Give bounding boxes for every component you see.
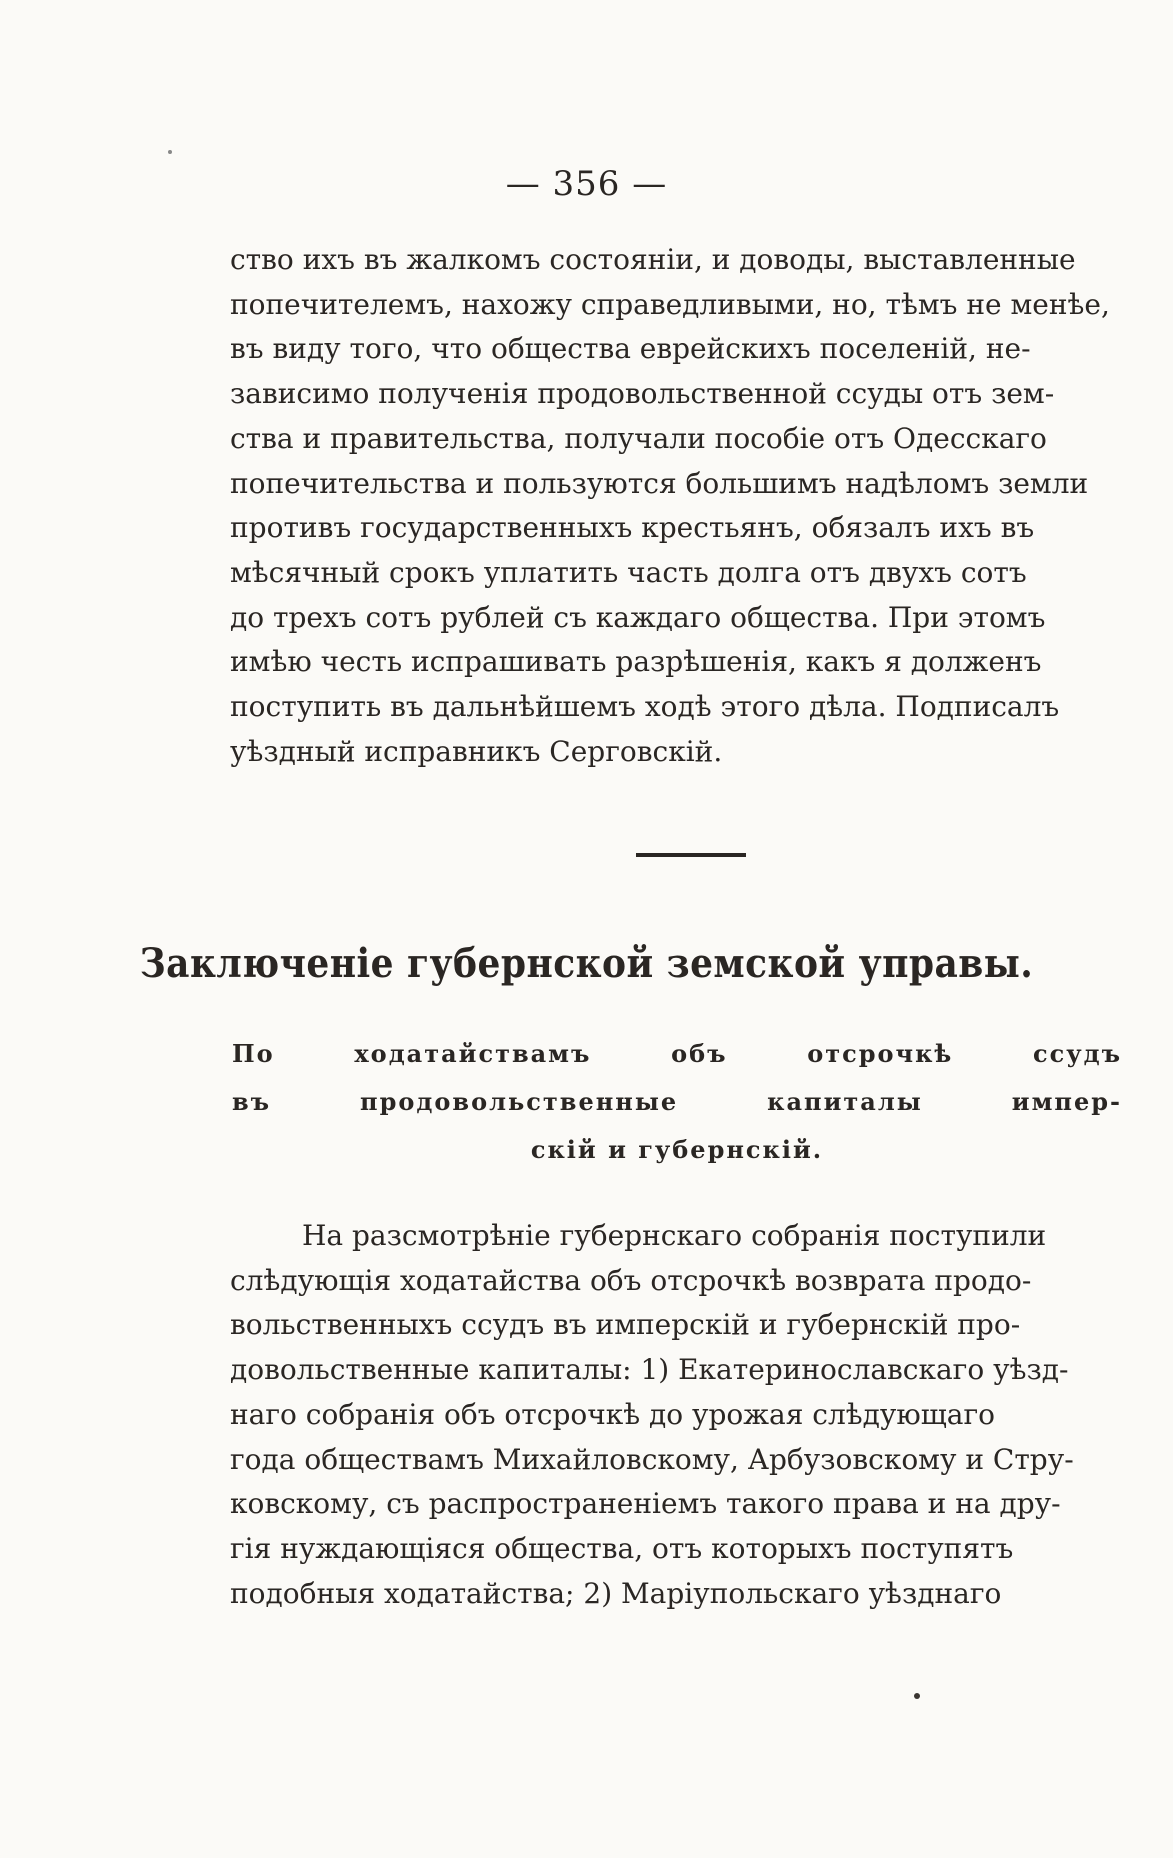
text-line: мѣсячный срокъ уплатить часть долга отъ двухъ сотъ — [230, 555, 1027, 589]
text-line: гія нуждающіяся общества, отъ которыхъ поступятъ — [230, 1531, 1014, 1565]
subheading-line: въ продовольственные капиталы импер- — [232, 1087, 1122, 1116]
ink-speck — [168, 150, 172, 154]
text-line: уѣздный исправникъ Серговскій. — [230, 734, 723, 768]
text-line: слѣдующія ходатайства объ отсрочкѣ возврата продо- — [230, 1263, 1032, 1297]
text-line: наго собранія объ отсрочкѣ до урожая слѣдующаго — [230, 1397, 995, 1431]
text-line: ковскому, съ распространеніемъ такого права и на дру- — [230, 1487, 1061, 1521]
subheading-line: По ходатайствамъ объ отсрочкѣ ссудъ — [232, 1039, 1122, 1068]
section-heading: Заключеніе губернской земской управы. — [139, 940, 1034, 987]
ink-speck — [914, 1693, 920, 1699]
text-line: На разсмотрѣніе губернскаго собранія поступили — [302, 1219, 1047, 1252]
section-divider — [636, 853, 746, 857]
text-line: довольственные капиталы: 1) Екатеринославскаго уѣзд- — [230, 1353, 1069, 1387]
text-line: имѣю честь испрашивать разрѣшенія, какъ я долженъ — [230, 645, 1042, 679]
text-line: попечителемъ, нахожу справедливыми, но, тѣмъ не менѣе, — [230, 287, 1110, 321]
text-line: до трехъ сотъ рублей съ каждаго общества. При этомъ — [230, 600, 1046, 634]
subheading — [232, 1030, 1122, 1174]
text-line: поступить въ дальнѣйшемъ ходѣ этого дѣла. Подписалъ — [230, 690, 1060, 724]
page-number: — 356 — — [505, 164, 668, 204]
text-line: ство ихъ въ жалкомъ состояніи, и доводы, выставленные — [230, 243, 1076, 276]
paragraph-2 — [230, 1214, 1122, 1616]
text-line: противъ государственныхъ крестьянъ, обязалъ ихъ въ — [230, 511, 1035, 545]
paragraph-1 — [230, 238, 1122, 774]
text-line: вольственныхъ ссудъ въ имперскій и губернскій про- — [230, 1308, 1021, 1342]
text-line: года обществамъ Михайловскому, Арбузовскому и Стру- — [230, 1442, 1074, 1476]
text-line: попечительства и пользуются большимъ надѣломъ земли — [230, 466, 1089, 500]
text-line: ства и правительства, получали пособіе отъ Одесскаго — [230, 421, 1047, 455]
subheading-line: скій и губернскій. — [530, 1135, 824, 1164]
text-line: въ виду того, что общества еврейскихъ поселеній, не- — [230, 332, 1031, 366]
text-line: зависимо полученія продовольственной ссуды отъ зем- — [230, 377, 1055, 411]
text-line: подобныя ходатайства; 2) Маріупольскаго уѣзднаго — [230, 1576, 1002, 1610]
